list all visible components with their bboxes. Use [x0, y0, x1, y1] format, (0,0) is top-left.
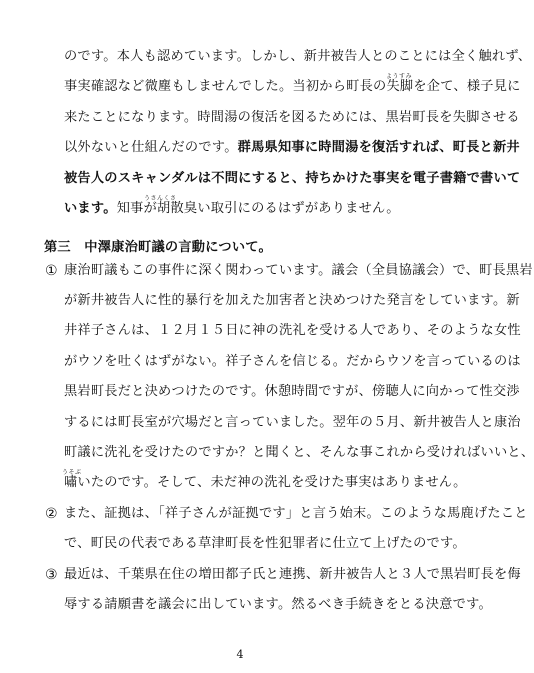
- list-item-line: 町議に洗礼を受けたのですか？と聞くと、そんな事これから受ければいいと、: [64, 445, 534, 460]
- bold-text: います。: [64, 201, 117, 216]
- list-item-line: が新井被告人に性的暴行を加えた加害者と決めつけた発言をしています。新: [64, 293, 520, 308]
- list-marker: ②: [45, 505, 58, 522]
- section-heading: 第三 中澤康治町議の言動について。: [44, 240, 272, 256]
- body-line: 事実確認など微塵もしませんでした。当初から町長の失脚を企て、様子見に: [64, 79, 521, 95]
- list-item-line: 黒岩町長だと決めつけたのです。休憩時間ですが、傍聴人に向かって性交渉: [64, 384, 520, 400]
- body-text: 以外ないと仕組んだのです。: [64, 140, 238, 156]
- list-item-line: また、証拠は、「祥子さんが証拠です」と言う始末。このような馬鹿げたこと: [64, 505, 528, 521]
- body-text: 知事が胡散臭い取引にのるはずがありません。: [116, 201, 400, 216]
- body-line: のです。本人も認めています。しかし、新井被告人とのことには全く触れず、: [64, 49, 532, 64]
- list-item-line: 辱する請願書を議会に出しています。然るべき手続きをとる決意です。: [64, 597, 492, 612]
- list-marker: ③: [45, 566, 58, 583]
- body-line: 来たことになります。時間湯の復活を図るためには、黒岩町長を失脚させる: [64, 109, 520, 125]
- ruby-annotation: うさんくさ: [144, 194, 177, 202]
- page-number: 4: [236, 648, 244, 661]
- body-line: [64, 202, 400, 216]
- list-item-line: するには町長室が穴場だと言っていました。翌年の５月、新井被告人と康治: [64, 414, 521, 430]
- list-item-line: 嘯いたのです。そして、未だ神の洗礼を受けた事実はありません。: [64, 475, 467, 491]
- list-item-line: がウソを吐くはずがない。祥子さんを信じる。だからウソを言っているのは: [64, 353, 521, 369]
- list-marker: ①: [45, 262, 58, 279]
- ruby-annotation: ようすみ: [386, 73, 413, 80]
- list-item-line: 最近は、千葉県在住の増田都子氏と連携、新井被告人と３人で黒岩町長を侮: [64, 566, 521, 582]
- bold-text: 群馬県知事に時間湯を復活すれば、町長と新井: [237, 140, 520, 156]
- list-item-line: 康治町議もこの事件に深く関わっています。議会（全員協議会）で、町長黒岩: [64, 262, 533, 278]
- list-item-line: で、町民の代表である草津町長を性犯罪者に仕立て上げたのです。: [64, 536, 466, 552]
- body-line: [64, 141, 520, 155]
- ruby-annotation: うそぶ: [62, 469, 82, 476]
- body-line-bold: 被告人のスキャンダルは不問にすると、持ちかけた事実を電子書籍で書いて: [64, 170, 521, 186]
- list-item-line: 井祥子さんは、１２月１５日に神の洗礼を受ける人であり、そのような女性: [64, 323, 521, 339]
